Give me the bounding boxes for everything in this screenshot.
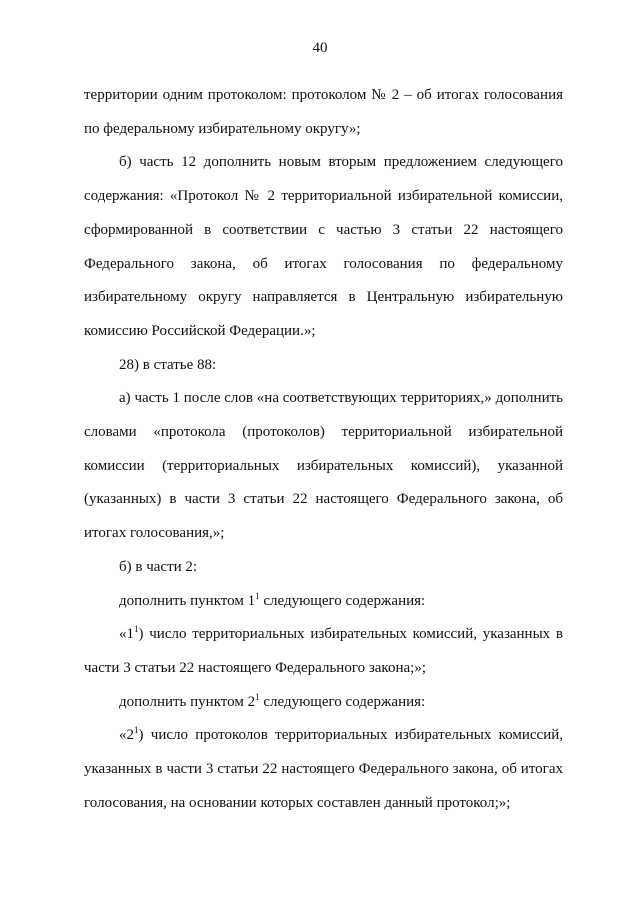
document-body: [84, 79, 563, 820]
superscript: 1: [134, 725, 139, 736]
page-number: 40: [312, 40, 328, 56]
text-segment: дополнить пунктом 1: [119, 592, 256, 609]
superscript: 1: [255, 691, 260, 702]
text-segment: следующего содержания:: [259, 592, 426, 609]
paragraph-point-1-1-text: [84, 618, 563, 685]
paragraph-continuation: территории одним протоколом: протоколом № 2 – об итогах голосования по федеральному избирательному округу»;: [84, 87, 563, 137]
text-segment: «1: [119, 626, 134, 643]
paragraph-add-point-2-1: [84, 686, 563, 720]
paragraph-article-88: 28) в статье 88:: [119, 356, 217, 373]
superscript: 1: [134, 624, 139, 635]
paragraph-part-1-amendment: а) часть 1 после слов «на соответствующих территориях,» дополнить словами «протокола (протоколов) территориальной избирательной комиссии (территориальных избирательных комиссий), указанной (указанных) в части 3 статьи 22 настоящего Федерального закона, об итогах голосования,»;: [84, 390, 563, 542]
superscript: 1: [255, 590, 260, 601]
text-segment: ) число территориальных избирательных комиссий, указанных в части 3 статьи 22 настоящего Федерального закона;»;: [84, 626, 563, 676]
paragraph-add-point-1-1: [84, 585, 563, 619]
paragraph-point-2-1-text: [84, 719, 563, 820]
paragraph-part-12: б) часть 12 дополнить новым вторым предложением следующего содержания: «Протокол № 2 территориальной избирательной комиссии, сформированной в соответствии с частью 3 статьи 22 настоящего Федерального закона, об итогах голосования по федеральному избирательному округу направляется в Центральную избирательную комиссию Российской Федерации.»;: [84, 154, 563, 339]
text-segment: ) число протоколов территориальных избирательных комиссий, указанных в части 3 статьи 22 настоящего Федерального закона, об итогах голосования, на основании которых составлен данный протокол;»;: [84, 727, 563, 811]
paragraph-part-2: б) в части 2:: [119, 558, 198, 575]
text-segment: следующего содержания:: [259, 693, 426, 710]
text-segment: «2: [119, 727, 134, 744]
text-segment: дополнить пунктом 2: [119, 693, 256, 710]
